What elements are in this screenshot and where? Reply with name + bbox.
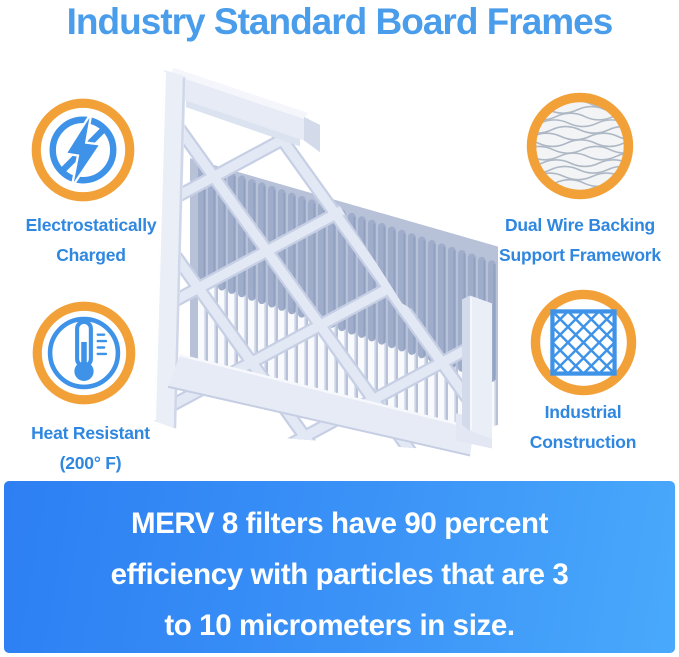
banner-line1: MERV 8 filters have 90 percent	[130, 507, 549, 540]
feature-label-line1: Dual Wire Backing	[504, 215, 656, 235]
feature-label-line2: (200° F)	[59, 453, 122, 474]
merv-info-banner	[4, 481, 675, 653]
diamond-lattice-icon	[527, 286, 640, 399]
page-title: Industry Standard Board Frames	[66, 1, 613, 42]
feature-label-line2: Construction	[529, 432, 637, 453]
wire-mesh-photo-icon	[523, 89, 637, 203]
feature-label	[492, 210, 668, 270]
feature-label	[498, 397, 668, 457]
feature-label-line2: Charged	[56, 245, 126, 266]
banner-line2: efficiency with particles that are 3	[110, 558, 569, 591]
feature-label-line1: Electrostatically	[25, 215, 157, 235]
feature-label-line1: Industrial	[544, 402, 622, 422]
pleated-air-filter-illustration	[150, 64, 510, 476]
banner-line3: to 10 micrometers in size.	[164, 609, 515, 642]
thermometer-icon	[29, 298, 139, 408]
feature-label-line1: Heat Resistant	[31, 423, 150, 443]
lightning-slash-icon	[28, 95, 138, 205]
feature-label-line2: Support Framework	[499, 245, 661, 266]
